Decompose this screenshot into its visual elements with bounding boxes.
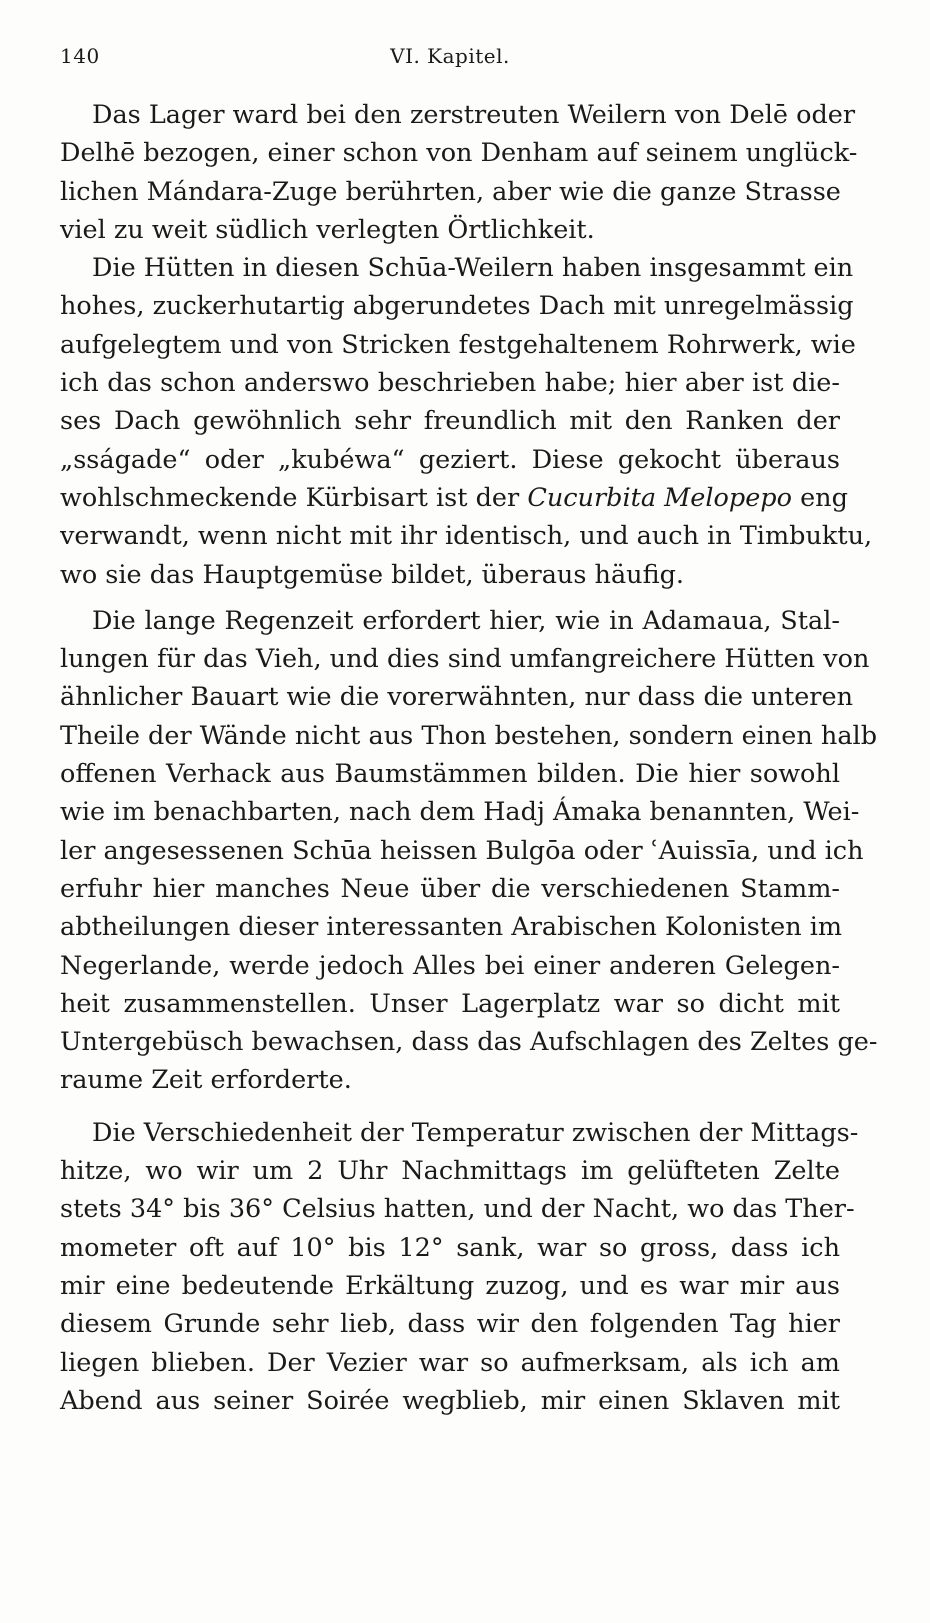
text-line: hitze, wo wir um 2 Uhr Nachmittags im gelüfteten Zelte — [60, 1156, 840, 1187]
text-line: abtheilungen dieser interessanten Arabischen Kolonisten im — [60, 912, 843, 943]
text-line: Negerlande, werde jedoch Alles bei einer anderen Gelegen- — [60, 950, 840, 981]
text-line: Die Hütten in diesen Schūa-Weilern haben insgesammt ein — [92, 253, 854, 284]
body-text — [60, 96, 878, 1420]
page-header — [60, 44, 840, 78]
text-line: lungen für das Vieh, und dies sind umfangreichere Hütten von — [60, 644, 870, 675]
text-line: ler angesessenen Schūa heissen Bulgōa oder ʿAuissīa, und ich — [60, 835, 864, 866]
text-line: raume Zeit erforderte. — [60, 1065, 352, 1096]
text-line: mometer oft auf 10° bis 12° sank, war so gross, dass ich — [60, 1232, 840, 1263]
text-line: liegen blieben. Der Vezier war so aufmerksam, als ich am — [60, 1347, 840, 1378]
text-line: diesem Grunde sehr lieb, dass wir den folgenden Tag hier — [60, 1309, 840, 1340]
species-name: Cucurbita Melopepo — [527, 482, 792, 513]
text-line: heit zusammenstellen. Unser Lagerplatz war so dicht mit — [60, 988, 840, 1019]
text-line: ähnlicher Bauart wie die vorerwähnten, nur dass die unteren — [60, 682, 854, 713]
text-line: Die Verschiedenheit der Temperatur zwischen der Mittags- — [92, 1117, 859, 1148]
text-line: aufgelegtem und von Stricken festgehaltenem Rohrwerk, wie — [60, 329, 856, 360]
paragraph-4 — [60, 1114, 859, 1420]
page-number: 140 — [60, 44, 100, 68]
text-line: Untergebüsch bewachsen, dass das Aufschlagen des Zeltes ge- — [60, 1027, 878, 1058]
text-line: mir eine bedeutende Erkältung zuzog, und es war mir aus — [60, 1270, 840, 1301]
text-line: ich das schon anderswo beschrieben habe; hier aber ist die- — [60, 368, 840, 399]
text-segment: wohlschmeckende Kürbisart ist der — [60, 482, 528, 513]
text-line: erfuhr hier manches Neue über die verschiedenen Stamm- — [60, 873, 840, 904]
text-line-with-italic — [60, 479, 848, 517]
text-line: „sságade“ oder „kubéwa“ geziert. Diese gekocht überaus — [60, 444, 840, 475]
text-segment: eng — [791, 482, 848, 513]
text-line: Theile der Wände nicht aus Thon bestehen, sondern einen halb — [60, 720, 878, 751]
text-line: Das Lager ward bei den zerstreuten Weilern von Delē oder — [92, 100, 856, 130]
text-line: verwandt, wenn nicht mit ihr identisch, und auch in Timbuktu, — [60, 521, 873, 552]
text-line: lichen Mándara-Zuge berührten, aber wie die ganze Strasse — [60, 176, 841, 207]
paragraph-3 — [60, 602, 878, 1100]
text-line: Delhē bezogen, einer schon von Denham auf seinem unglück- — [60, 138, 858, 169]
running-title: VI. Kapitel. — [390, 44, 510, 68]
text-line: Abend aus seiner Soirée wegblieb, mir einen Sklaven mit — [60, 1385, 840, 1416]
text-line: viel zu weit südlich verlegten Örtlichkeit. — [60, 214, 595, 245]
text-line: Die lange Regenzeit erfordert hier, wie in Adamaua, Stal- — [92, 605, 840, 636]
text-line: wie im benachbarten, nach dem Hadj Ámaka benannten, Wei- — [60, 797, 860, 828]
paragraph-2 — [60, 249, 873, 594]
paragraph-1 — [60, 96, 858, 249]
text-line: stets 34° bis 36° Celsius hatten, und der Nacht, wo das Ther- — [60, 1194, 855, 1225]
text-line: offenen Verhack aus Baumstämmen bilden. Die hier sowohl — [60, 759, 840, 790]
text-line: hohes, zuckerhutartig abgerundetes Dach mit unregelmässig — [60, 291, 854, 322]
text-line: ses Dach gewöhnlich sehr freundlich mit den Ranken der — [60, 406, 840, 437]
text-line: wo sie das Hauptgemüse bildet, überaus häufig. — [60, 559, 685, 590]
